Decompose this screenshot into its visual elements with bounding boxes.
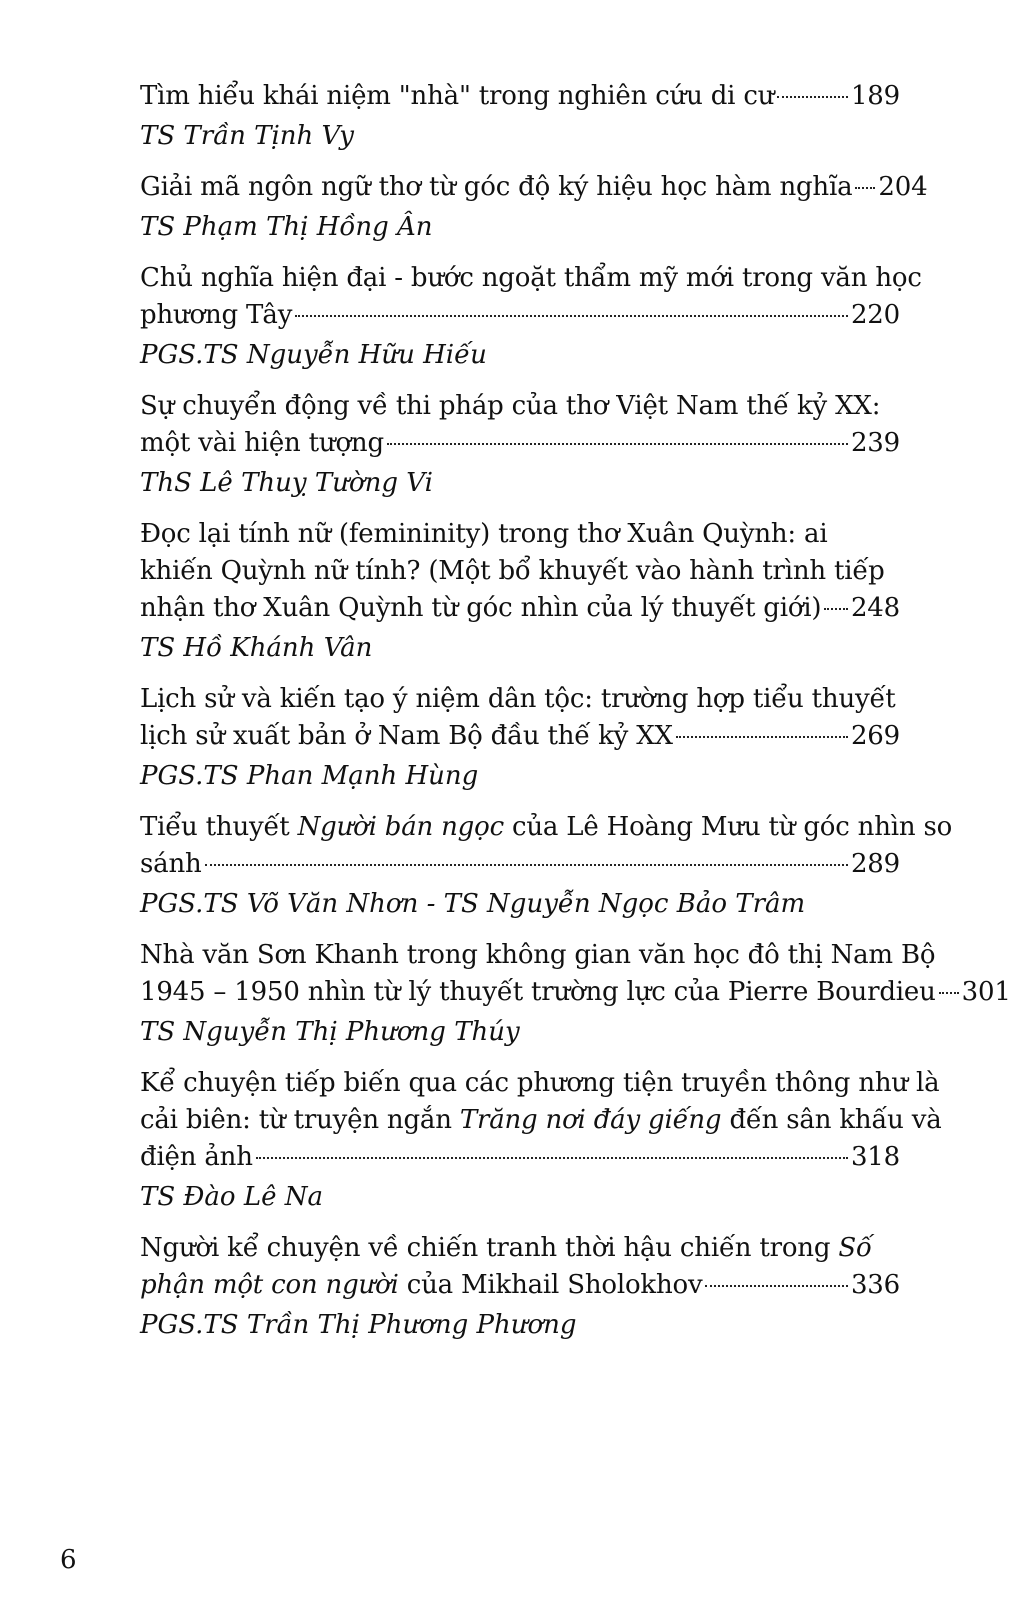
toc-entry bbox=[140, 260, 922, 374]
title-italic-segment: Trăng nơi đáy giếng bbox=[459, 1105, 722, 1135]
toc-entry-page: 289 bbox=[850, 849, 900, 879]
dot-leader bbox=[295, 315, 848, 317]
dot-leader bbox=[777, 96, 848, 98]
title-segment: điện ảnh bbox=[140, 1142, 253, 1172]
toc-entry-author: TS Đào Lê Na bbox=[140, 1182, 323, 1212]
toc-entry-title-text: Lịch sử và kiến tạo ý niệm dân tộc: trường hợp tiểu thuyết bbox=[140, 684, 896, 714]
toc-entry bbox=[140, 1230, 900, 1344]
toc-entry-author: TS Hồ Khánh Vân bbox=[140, 633, 373, 663]
title-segment: cải biên: từ truyện ngắn bbox=[140, 1105, 460, 1135]
toc-entry-title-text: 1945 – 1950 nhìn từ lý thuyết trường lực của Pierre Bourdieu bbox=[140, 977, 936, 1007]
title-segment: đến sân khấu và bbox=[721, 1105, 942, 1135]
toc-entry-author: PGS.TS Võ Văn Nhơn - TS Nguyễn Ngọc Bảo Trâm bbox=[140, 889, 806, 919]
title-segment: sánh bbox=[140, 849, 202, 879]
toc-entry bbox=[140, 1065, 942, 1216]
toc-entry-page: 248 bbox=[850, 593, 900, 623]
toc-entry-title-text: Sự chuyển động về thi pháp của thơ Việt Nam thế kỷ XX: bbox=[140, 391, 881, 421]
title-segment: Người kể chuyện về chiến tranh thời hậu chiến trong bbox=[140, 1233, 839, 1263]
toc-entry-title-line bbox=[140, 590, 900, 627]
title-italic-segment: Người bán ngọc bbox=[297, 812, 504, 842]
toc-entry-title-text: Nhà văn Sơn Khanh trong không gian văn học đô thị Nam Bộ bbox=[140, 940, 936, 970]
title-segment: của Lê Hoàng Mưu từ góc nhìn so bbox=[503, 812, 953, 842]
toc-entry-title-text: một vài hiện tượng bbox=[140, 428, 384, 458]
dot-leader bbox=[205, 864, 848, 866]
toc-entry-title-line bbox=[140, 297, 900, 334]
toc-entry bbox=[140, 388, 900, 502]
toc-entry-title-text bbox=[140, 1233, 872, 1263]
toc-entry bbox=[140, 169, 928, 246]
toc-entry-title-line bbox=[140, 937, 936, 974]
toc-entry-title-text: phương Tây bbox=[140, 300, 293, 330]
toc-entry-title-line bbox=[140, 1230, 900, 1267]
toc-entry-title-text bbox=[140, 1068, 939, 1098]
toc-entry-title-line bbox=[140, 809, 953, 846]
toc-entry-page: 269 bbox=[850, 721, 900, 751]
toc-entry-page: 318 bbox=[850, 1142, 900, 1172]
toc-entry-title-line bbox=[140, 846, 900, 883]
toc-entry-author: TS Phạm Thị Hồng Ân bbox=[140, 212, 433, 242]
dot-leader bbox=[705, 1285, 848, 1287]
toc-entry-page: 204 bbox=[878, 172, 928, 202]
toc-entry-author: PGS.TS Trần Thị Phương Phương bbox=[140, 1310, 577, 1340]
toc-entry-title-line bbox=[140, 1065, 940, 1102]
toc-entry bbox=[140, 516, 900, 667]
toc-entry-title-line bbox=[140, 1267, 900, 1304]
toc-entry-title-line bbox=[140, 260, 922, 297]
title-italic-segment: phận một con người bbox=[140, 1270, 399, 1300]
dot-leader bbox=[824, 608, 848, 610]
toc-entry bbox=[140, 809, 953, 923]
toc-entry-page: 301 bbox=[961, 977, 1011, 1007]
toc-entry-title-text bbox=[140, 846, 202, 883]
dot-leader bbox=[939, 992, 959, 994]
toc-entry-title-text: Tìm hiểu khái niệm "nhà" trong nghiên cứu di cư bbox=[140, 81, 775, 111]
toc-entry-page: 336 bbox=[850, 1270, 900, 1300]
toc-entry-title-text: lịch sử xuất bản ở Nam Bộ đầu thế kỷ XX bbox=[140, 721, 673, 751]
toc-entry bbox=[140, 937, 1011, 1051]
toc-entry-title-text: Chủ nghĩa hiện đại - bước ngoặt thẩm mỹ mới trong văn học bbox=[140, 263, 922, 293]
toc-entry-page: 189 bbox=[850, 81, 900, 111]
dot-leader bbox=[256, 1157, 848, 1159]
toc-entry-author: PGS.TS Nguyễn Hữu Hiếu bbox=[140, 340, 487, 370]
toc-entry-title-line bbox=[140, 169, 928, 206]
dot-leader bbox=[855, 187, 875, 189]
title-segment: của Mikhail Sholokhov bbox=[398, 1270, 703, 1300]
dot-leader bbox=[387, 443, 848, 445]
dot-leader bbox=[676, 736, 848, 738]
toc-entry-title-text bbox=[140, 1105, 942, 1135]
toc-entry-title-line bbox=[140, 516, 900, 553]
title-segment: Kể chuyện tiếp biến qua các phương tiện truyền thông như là bbox=[140, 1068, 940, 1098]
toc-entry-title-text: Đọc lại tính nữ (femininity) trong thơ Xuân Quỳnh: ai bbox=[140, 519, 828, 549]
page-number: 6 bbox=[60, 1545, 77, 1575]
toc-entry bbox=[140, 78, 900, 155]
toc-entry-author: TS Trần Tịnh Vy bbox=[140, 121, 354, 151]
toc-entry-title-line bbox=[140, 681, 900, 718]
toc-entry-title-line bbox=[140, 974, 1011, 1011]
toc-entry-author: ThS Lê Thuỵ Tường Vi bbox=[140, 468, 433, 498]
toc-entry-title-text: nhận thơ Xuân Quỳnh từ góc nhìn của lý thuyết giới) bbox=[140, 593, 822, 623]
toc-entry-page: 239 bbox=[850, 428, 900, 458]
table-of-contents bbox=[140, 78, 1011, 1358]
toc-entry-author: TS Nguyễn Thị Phương Thúy bbox=[140, 1017, 520, 1047]
toc-entry-title-text bbox=[140, 1267, 702, 1304]
toc-entry-title-line bbox=[140, 78, 900, 115]
toc-entry-page: 220 bbox=[850, 300, 900, 330]
toc-entry-author: PGS.TS Phan Mạnh Hùng bbox=[140, 761, 479, 791]
toc-entry-title-text bbox=[140, 812, 952, 842]
title-italic-segment: Số bbox=[838, 1233, 872, 1263]
toc-entry-title-line bbox=[140, 1139, 900, 1176]
toc-entry-title-text: khiến Quỳnh nữ tính? (Một bổ khuyết vào hành trình tiếp bbox=[140, 556, 885, 586]
toc-entry bbox=[140, 681, 900, 795]
toc-entry-title-line bbox=[140, 718, 900, 755]
toc-entry-title-line bbox=[140, 553, 900, 590]
toc-entry-title-text bbox=[140, 1139, 253, 1176]
toc-entry-title-line bbox=[140, 388, 900, 425]
toc-entry-title-text: Giải mã ngôn ngữ thơ từ góc độ ký hiệu học hàm nghĩa bbox=[140, 172, 853, 202]
toc-entry-title-line bbox=[140, 1102, 942, 1139]
title-segment: Tiểu thuyết bbox=[140, 812, 298, 842]
toc-entry-title-line bbox=[140, 425, 900, 462]
